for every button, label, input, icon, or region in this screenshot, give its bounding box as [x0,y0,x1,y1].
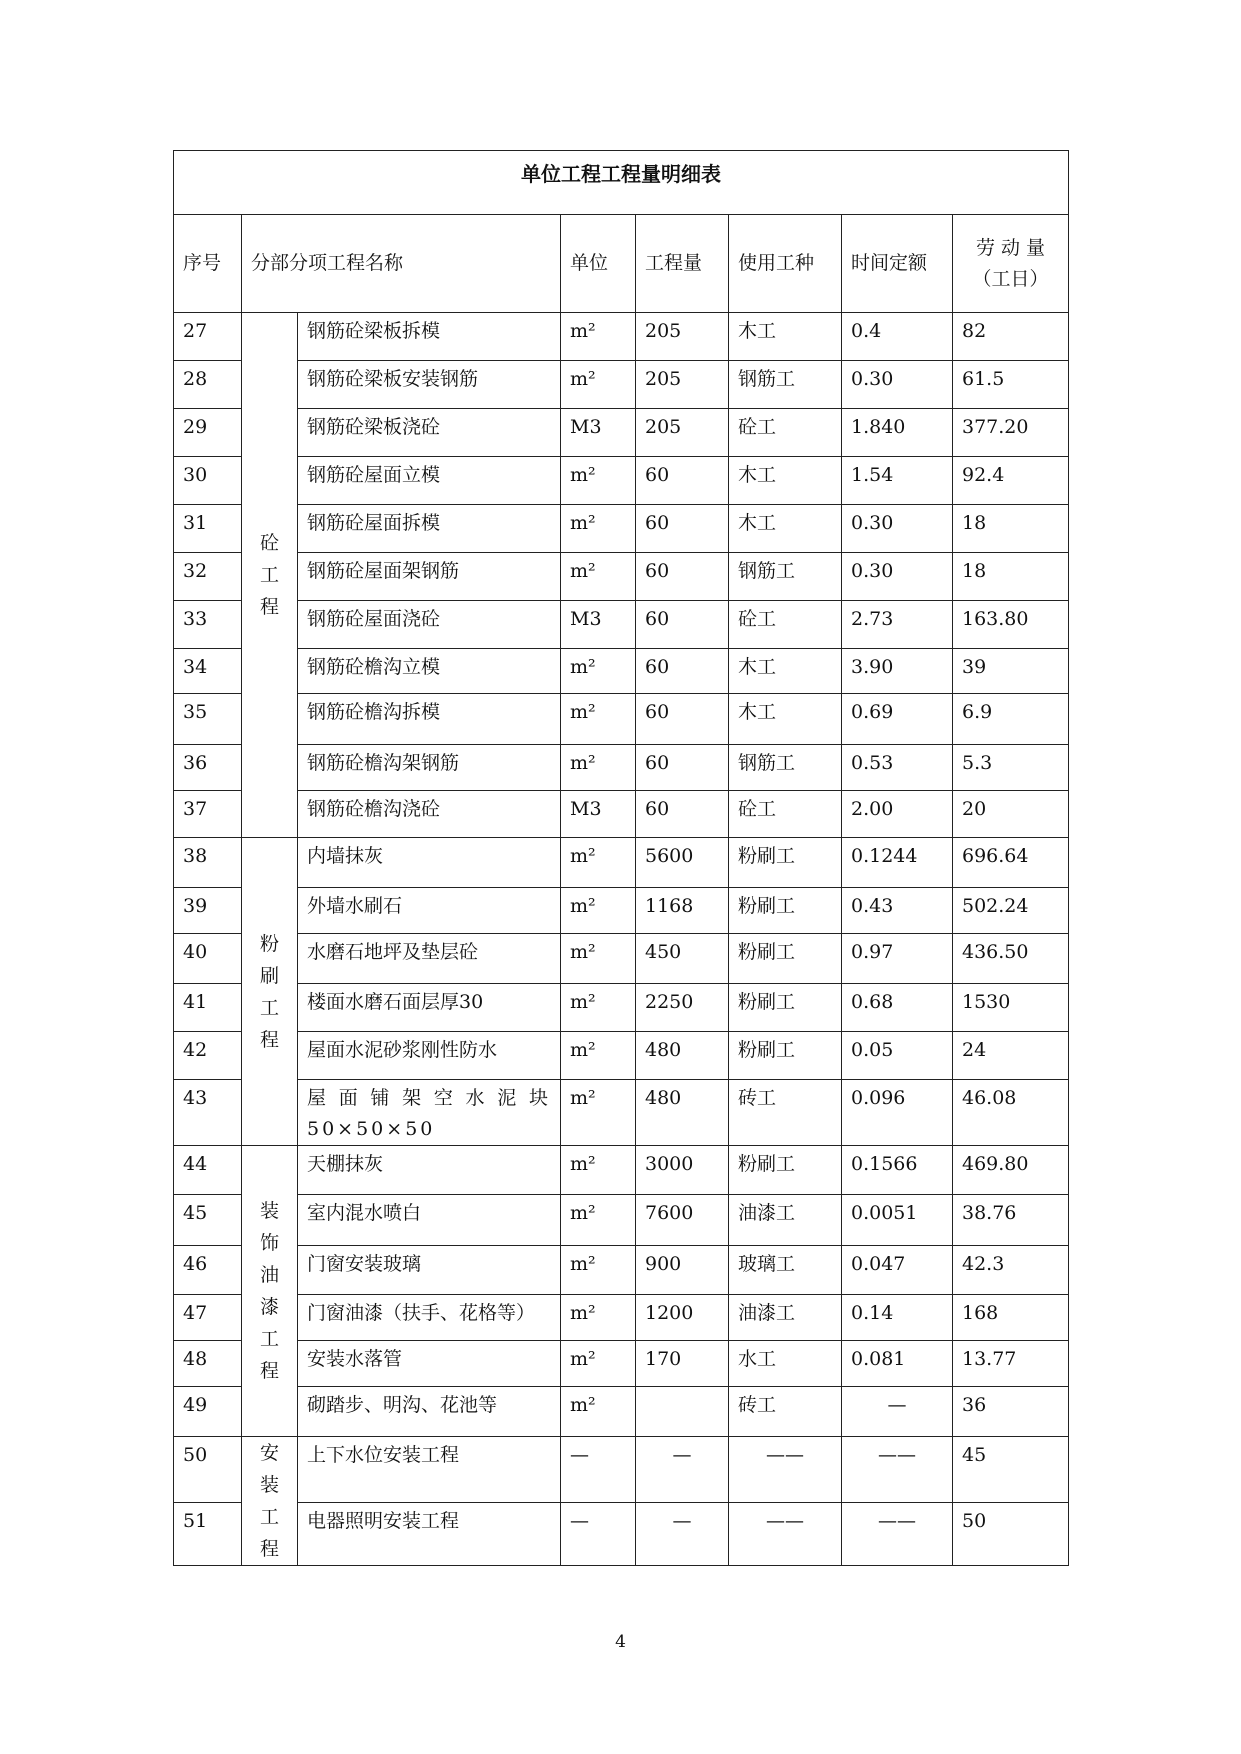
table-row [174,505,1069,553]
item-labor: 45 [953,1437,1069,1503]
table-row [174,601,1069,649]
item-name: 安装水落管 [298,1341,561,1387]
row-number: 45 [174,1195,242,1246]
item-time-rate: 0.05 [842,1032,953,1080]
row-number: 37 [174,791,242,838]
item-unit: m² [561,1032,636,1080]
item-trade: 油漆工 [729,1295,842,1341]
table-row [174,1146,1069,1195]
item-unit: m² [561,505,636,553]
table-row [174,649,1069,694]
item-trade: 水工 [729,1341,842,1387]
item-trade: 砼工 [729,791,842,838]
item-name: 门窗安装玻璃 [298,1246,561,1295]
item-unit: m² [561,361,636,409]
item-time-rate: 0.43 [842,888,953,934]
row-number: 40 [174,934,242,984]
item-quantity: 480 [636,1080,729,1146]
item-labor: 46.08 [953,1080,1069,1146]
row-number: 41 [174,984,242,1032]
item-labor: 42.3 [953,1246,1069,1295]
header-no: 序号 [174,215,242,313]
item-unit: m² [561,694,636,745]
item-trade: 木工 [729,313,842,361]
header-time-rate: 时间定额 [842,215,953,313]
item-unit: M3 [561,601,636,649]
table-row [174,361,1069,409]
table-title: 单位工程工程量明细表 [174,151,1069,215]
item-unit: m² [561,1146,636,1195]
item-quantity: 3000 [636,1146,729,1195]
item-time-rate: 0.0051 [842,1195,953,1246]
item-trade: 粉刷工 [729,934,842,984]
item-labor: 1530 [953,984,1069,1032]
row-number: 28 [174,361,242,409]
item-unit: m² [561,1246,636,1295]
item-name: 钢筋砼檐沟立模 [298,649,561,694]
item-quantity: 205 [636,361,729,409]
item-time-rate: 0.97 [842,934,953,984]
item-trade: 砼工 [729,409,842,457]
table-row [174,694,1069,745]
item-labor: 163.80 [953,601,1069,649]
table-row [174,934,1069,984]
item-time-rate: 0.096 [842,1080,953,1146]
item-name: 钢筋砼梁板浇砼 [298,409,561,457]
item-name: 砌踏步、明沟、花池等 [298,1387,561,1437]
table-row [174,984,1069,1032]
item-trade: 油漆工 [729,1195,842,1246]
item-trade: —— [729,1437,842,1503]
item-quantity: 1168 [636,888,729,934]
table-row [174,1387,1069,1437]
item-name: 钢筋砼梁板拆模 [298,313,561,361]
item-time-rate: 0.53 [842,745,953,791]
item-time-rate: 2.73 [842,601,953,649]
item-name: 室内混水喷白 [298,1195,561,1246]
header-quantity: 工程量 [636,215,729,313]
group-label: 安装工程 [259,1442,279,1560]
item-labor: 38.76 [953,1195,1069,1246]
item-time-rate: 1.840 [842,409,953,457]
item-name: 钢筋砼梁板安装钢筋 [298,361,561,409]
item-unit: — [561,1503,636,1566]
item-quantity: 60 [636,791,729,838]
item-name: 钢筋砼屋面立模 [298,457,561,505]
row-number: 27 [174,313,242,361]
table-row [174,888,1069,934]
item-unit: — [561,1437,636,1503]
item-time-rate: 2.00 [842,791,953,838]
item-unit: m² [561,1387,636,1437]
item-quantity: 60 [636,457,729,505]
item-labor: 36 [953,1387,1069,1437]
row-number: 32 [174,553,242,601]
row-number: 51 [174,1503,242,1566]
item-quantity: 60 [636,694,729,745]
row-number: 48 [174,1341,242,1387]
table-row [174,457,1069,505]
item-trade: 木工 [729,457,842,505]
item-time-rate: —— [842,1437,953,1503]
row-number: 49 [174,1387,242,1437]
item-name: 内墙抹灰 [298,838,561,888]
item-quantity: 2250 [636,984,729,1032]
item-name: 钢筋砼屋面浇砼 [298,601,561,649]
item-labor: 82 [953,313,1069,361]
item-time-rate: 0.1566 [842,1146,953,1195]
item-labor: 24 [953,1032,1069,1080]
item-quantity [636,1387,729,1437]
item-name: 门窗油漆（扶手、花格等） [298,1295,561,1341]
item-unit: M3 [561,409,636,457]
item-labor: 6.9 [953,694,1069,745]
item-quantity: 480 [636,1032,729,1080]
item-labor: 5.3 [953,745,1069,791]
item-labor: 436.50 [953,934,1069,984]
item-name: 楼面水磨石面层厚30 [298,984,561,1032]
row-number: 39 [174,888,242,934]
header-labor [953,215,1069,313]
item-time-rate: 3.90 [842,649,953,694]
item-unit: m² [561,553,636,601]
item-trade: 木工 [729,505,842,553]
item-trade: 钢筋工 [729,553,842,601]
item-trade: 钢筋工 [729,745,842,791]
item-quantity: 5600 [636,838,729,888]
item-name: 钢筋砼屋面架钢筋 [298,553,561,601]
item-name: 屋面水泥砂浆刚性防水 [298,1032,561,1080]
item-unit: m² [561,1195,636,1246]
item-quantity: — [636,1437,729,1503]
header-item-name: 分部分项工程名称 [242,215,561,313]
item-unit: m² [561,1295,636,1341]
item-time-rate: 0.30 [842,553,953,601]
row-number: 34 [174,649,242,694]
table-row [174,1246,1069,1295]
item-labor: 92.4 [953,457,1069,505]
item-labor: 18 [953,505,1069,553]
item-labor: 39 [953,649,1069,694]
table-row [174,1437,1069,1503]
header-labor-line1: 劳 动 量 [975,236,1046,259]
item-name: 屋面铺架空水泥块50×50×50 [298,1080,561,1146]
header-unit: 单位 [561,215,636,313]
row-number: 44 [174,1146,242,1195]
item-trade: 粉刷工 [729,838,842,888]
item-unit: M3 [561,791,636,838]
item-quantity: 450 [636,934,729,984]
item-labor: 502.24 [953,888,1069,934]
table-row [174,1503,1069,1566]
group-label: 砼工程 [259,532,279,618]
item-quantity: — [636,1503,729,1566]
item-unit: m² [561,745,636,791]
item-unit: m² [561,1341,636,1387]
item-quantity: 60 [636,745,729,791]
row-number: 38 [174,838,242,888]
table-row [174,553,1069,601]
item-time-rate: —— [842,1503,953,1566]
header-trade: 使用工种 [729,215,842,313]
item-unit: m² [561,934,636,984]
item-time-rate: 0.081 [842,1341,953,1387]
item-labor: 18 [953,553,1069,601]
item-quantity: 60 [636,649,729,694]
item-unit: m² [561,649,636,694]
item-trade: 砖工 [729,1080,842,1146]
item-quantity: 1200 [636,1295,729,1341]
item-name: 上下水位安装工程 [298,1437,561,1503]
item-quantity: 60 [636,553,729,601]
table-row [174,1080,1069,1146]
row-number: 29 [174,409,242,457]
item-name: 钢筋砼檐沟浇砼 [298,791,561,838]
item-time-rate: 1.54 [842,457,953,505]
item-time-rate: 0.69 [842,694,953,745]
table-row [174,1195,1069,1246]
group-label-cell [242,313,298,838]
group-label: 粉刷工程 [259,932,279,1051]
item-quantity: 7600 [636,1195,729,1246]
item-labor: 696.64 [953,838,1069,888]
item-time-rate: 0.4 [842,313,953,361]
row-number: 47 [174,1295,242,1341]
table-row [174,1032,1069,1080]
row-number: 46 [174,1246,242,1295]
group-label-cell [242,1437,298,1566]
table-row [174,313,1069,361]
item-unit: m² [561,457,636,505]
item-quantity: 60 [636,601,729,649]
row-number: 30 [174,457,242,505]
item-unit: m² [561,984,636,1032]
header-labor-line2: （工日） [972,267,1049,290]
row-number: 35 [174,694,242,745]
item-trade: 粉刷工 [729,888,842,934]
item-labor: 50 [953,1503,1069,1566]
item-unit: m² [561,838,636,888]
row-number: 43 [174,1080,242,1146]
item-time-rate: — [842,1387,953,1437]
item-name: 钢筋砼屋面拆模 [298,505,561,553]
page-number: 4 [615,1632,626,1652]
item-unit: m² [561,888,636,934]
group-label-cell [242,1146,298,1437]
row-number: 33 [174,601,242,649]
group-label-cell [242,838,298,1146]
item-trade: 木工 [729,694,842,745]
item-name: 水磨石地坪及垫层砼 [298,934,561,984]
item-unit: m² [561,313,636,361]
row-number: 50 [174,1437,242,1503]
item-name: 天棚抹灰 [298,1146,561,1195]
item-time-rate: 0.68 [842,984,953,1032]
table-row [174,1341,1069,1387]
item-quantity: 60 [636,505,729,553]
item-time-rate: 0.1244 [842,838,953,888]
item-trade: 砼工 [729,601,842,649]
item-labor: 168 [953,1295,1069,1341]
item-quantity: 205 [636,409,729,457]
item-time-rate: 0.30 [842,505,953,553]
item-time-rate: 0.14 [842,1295,953,1341]
item-quantity: 205 [636,313,729,361]
item-trade: 钢筋工 [729,361,842,409]
item-labor: 469.80 [953,1146,1069,1195]
table-row [174,1295,1069,1341]
table-row [174,409,1069,457]
table-row [174,791,1069,838]
group-label: 装饰油漆工程 [259,1200,279,1382]
item-labor: 20 [953,791,1069,838]
item-quantity: 900 [636,1246,729,1295]
item-name: 外墙水刷石 [298,888,561,934]
item-quantity: 170 [636,1341,729,1387]
table-row [174,745,1069,791]
item-unit: m² [561,1080,636,1146]
item-name: 电器照明安装工程 [298,1503,561,1566]
item-trade: 粉刷工 [729,984,842,1032]
item-labor: 377.20 [953,409,1069,457]
item-time-rate: 0.30 [842,361,953,409]
item-name: 钢筋砼檐沟拆模 [298,694,561,745]
item-trade: 木工 [729,649,842,694]
item-labor: 13.77 [953,1341,1069,1387]
item-labor: 61.5 [953,361,1069,409]
item-time-rate: 0.047 [842,1246,953,1295]
quantity-detail-table [173,150,1069,1566]
item-trade: 玻璃工 [729,1246,842,1295]
item-trade: 粉刷工 [729,1146,842,1195]
item-trade: 砖工 [729,1387,842,1437]
item-name: 钢筋砼檐沟架钢筋 [298,745,561,791]
item-trade: —— [729,1503,842,1566]
row-number: 31 [174,505,242,553]
row-number: 36 [174,745,242,791]
row-number: 42 [174,1032,242,1080]
table-row [174,838,1069,888]
item-trade: 粉刷工 [729,1032,842,1080]
